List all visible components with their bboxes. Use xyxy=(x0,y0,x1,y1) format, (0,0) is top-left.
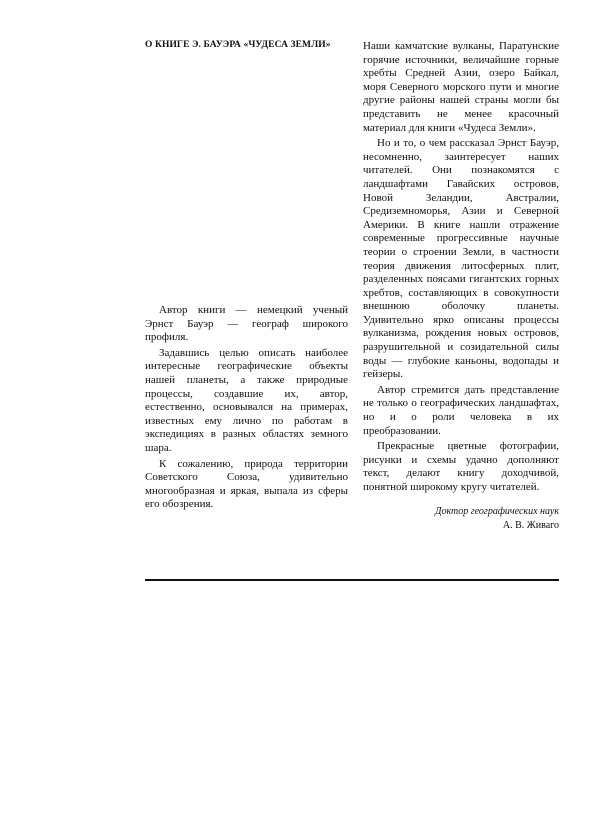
horizontal-rule xyxy=(145,579,559,581)
paragraph-book-goal: Задавшись целью описать наиболее интересные географические объекты нашей планеты, а также природные процессы, создавшие их, автор, естественно, основывался на примерах, известных ему лично по работам в экспедициях в разных областях земного шара. xyxy=(145,346,348,454)
signature-name: А. В. Живаго xyxy=(502,519,559,531)
left-column xyxy=(145,40,348,511)
page-heading: О КНИГЕ Э. БАУЭРА «ЧУДЕСА ЗЕМЛИ» xyxy=(145,40,331,50)
left-column-body xyxy=(145,304,348,512)
paragraph-soviet-regions: Наши камчатские вулканы, Паратунские горячие источники, величайшие горные хребты Средней Азии, озеро Байкал, моря Северного морского пути и многие другие районы нашей страны могли бы представить не менее красочный материал для книги «Чудеса Земли». xyxy=(363,40,559,134)
paragraph-author-intro: Автор книги — немецкий ученый Эрнст Бауэр — географ широкого профиля. xyxy=(145,304,348,344)
paragraph-human-role: Автор стремится дать представление не только о географических ландшафтах, но и о роли человека в их преобразовании. xyxy=(363,383,559,437)
signature xyxy=(363,505,559,533)
right-column xyxy=(363,40,559,533)
paragraph-soviet-union: К сожалению, природа территории Советского Союза, удивительно многообразная и яркая, выпала из сферы его обозрения. xyxy=(145,457,348,511)
signature-title: Доктор географических наук xyxy=(435,505,559,517)
paragraph-book-contents: Но и то, о чем рассказал Эрнст Бауэр, несомненно, заинтересует наших читателей. Они познакомятся с ландшафтами Гавайских островов, Новой Зеландии, Австралии, Средиземноморья, Азии и Северной Америки. В книге нашли отражение современные прогрессивные научные теории о строении Земли, в частности теория движения литосферных плит, разделенных поясами гигантских горных хребтов, составляющих в совокупности внешнюю оболочку планеты. Удивительно ярко описаны процессы вулканизма, рождения новых островов, разрушительной и созидательной силы воды — глубокие каньоны, водопады и гейзеры. xyxy=(363,137,559,381)
paragraph-illustrations: Прекрасные цветные фотографии, рисунки и схемы удачно дополняют текст, делают книгу доходчивой, понятной широкому кругу читателей. xyxy=(363,440,559,493)
